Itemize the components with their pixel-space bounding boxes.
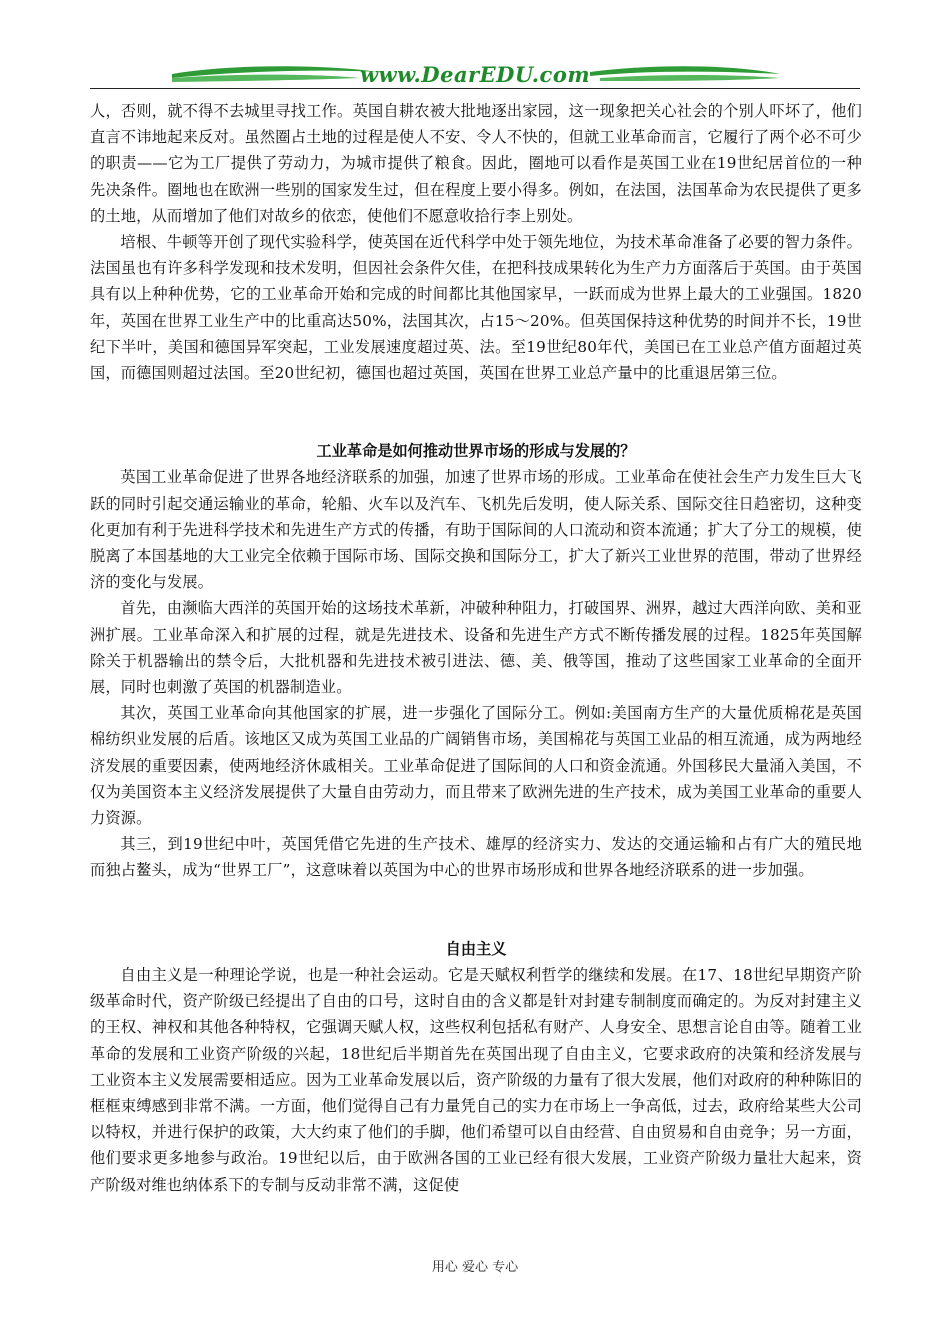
section-gap [90,386,862,438]
paragraph: 英国工业革命促进了世界各地经济联系的加强，加速了世界市场的形成。工业革命在使社会生产力发生巨大飞跃的同时引起交通运输业的革命，轮船、火车以及汽车、飞机先后发明，使人际关系、国际交往日趋密切，这种变化更加有利于先进科学技术和先进生产方式的传播，有助于国际间的人口流动和资本流通；扩大了分工的规模，使脱离了本国基地的大工业完全依赖于国际市场、国际交换和国际分工，扩大了新兴工业世界的范围，带动了世界经济的变化与发展。 [90,468,862,592]
page-footer: 用心 爱心 专心 [431,1260,519,1275]
paragraph: 自由主义是一种理论学说，也是一种社会运动。它是天赋权利哲学的继续和发展。在17、18世纪早期资产阶级革命时代，资产阶级已经提出了自由的口号，这时自由的含义都是针对封建专制制度而确定的。为反对封建主义的王权、神权和其他各种特权，它强调天赋人权，这些权利包括私有财产、人身安全、思想言论自由等。随着工业革命的发展和工业资产阶级的兴起，18世纪后半期首先在英国出现了自由主义，它要求政府的决策和经济发展与工业资本主义发展需要相适应。因为工业革命发展以后，资产阶级的力量有了很大发展，他们对政府的种种陈旧的框框束缚感到非常不满。一方面，他们觉得自己有力量凭自己的实力在市场上一争高低，过去，政府给某些大公司以特权，并进行保护的政策，大大约束了他们的手脚，他们希望可以自由经营、自由贸易和自由竞争；另一方面，他们要求更多地参与政治。19世纪以后，由于欧洲各国的工业已经有很大发展，工业资产阶级力量壮大起来，资产阶级对维也纳体系下的专制与反动非常不满，这促使 [90,965,862,1194]
section-gap [90,884,862,936]
document-body [90,98,862,1198]
paragraph: 其三，到19世纪中叶，英国凭借它先进的生产技术、雄厚的经济实力、发达的交通运输和占有广大的殖民地而独占鳌头，成为“世界工厂”，这意味着以英国为中心的世界市场形成和世界各地经济联系的进一步加强。 [90,835,862,880]
section-heading: 自由主义 [445,939,507,958]
paragraph: 人，否则，就不得不去城里寻找工作。英国自耕农被大批地逐出家园，这一现象把关心社会的个别人吓坏了，他们直言不讳地起来反对。虽然圈占土地的过程是使人不安、令人不快的，但就工业革命而言，它履行了两个必不可少的职责——它为工厂提供了劳动力，为城市提供了粮食。因此，圈地可以看作是英国工业在19世纪居首位的一种先决条件。圈地也在欧洲一些别的国家发生过，但在程度上要小得多。例如，在法国，法国革命为农民提供了更多的土地，从而增加了他们对故乡的依恋，使他们不愿意收拾行李上别处。 [90,102,862,225]
site-logo[interactable]: www.DearEDU.com [359,62,591,87]
site-header [90,60,860,90]
paragraph: 培根、牛顿等开创了现代实验科学，使英国在近代科学中处于领先地位，为技术革命准备了必要的智力条件。法国虽也有许多科学发现和技术发明，但因社会条件欠佳，在把科技成果转化为生产力方面落后于英国。由于英国具有以上种种优势，它的工业革命开始和完成的时间都比其他国家早，一跃而成为世界上最大的工业强国。1820年，英国在世界工业生产中的比重高达50%，法国其次，占15～20%。但英国保持这种优势的时间并不长，19世纪下半叶，美国和德国异军突起，工业发展速度超过英、法。至19世纪80年代，美国已在工业总产值方面超过英国，而德国则超过法国。至20世纪初，德国也超过英国，英国在世界工业总产量中的比重退居第三位。 [90,233,862,383]
paragraph: 首先，由濒临大西洋的英国开始的这场技术革新，冲破种种阻力，打破国界、洲界，越过大西洋向欧、美和亚洲扩展。工业革命深入和扩展的过程，就是先进技术、设备和先进生产方式不断传播发展的过程。1825年英国解除关于机器输出的禁令后，大批机器和先进技术被引进法、德、美、俄等国，推动了这些国家工业革命的全面开展，同时也刺激了英国的机器制造业。 [90,599,862,697]
section-heading: 工业革命是如何推动世界市场的形成与发展的？ [316,442,636,461]
paragraph: 其次，英国工业革命向其他国家的扩展，进一步强化了国际分工。例如:美国南方生产的大量优质棉花是英国棉纺织业发展的后盾。该地区又成为英国工业品的广阔销售市场，美国棉花与英国工业品的相互流通，成为两地经济发展的重要因素，使两地经济休戚相关。工业革命促进了国际间的人口和资金流通。外国移民大量涌入美国，不仅为美国资本主义经济发展提供了大量自由劳动力，而且带来了欧洲先进的生产技术，成为美国工业革命的重要人力资源。 [90,704,862,828]
header-divider [90,88,860,89]
